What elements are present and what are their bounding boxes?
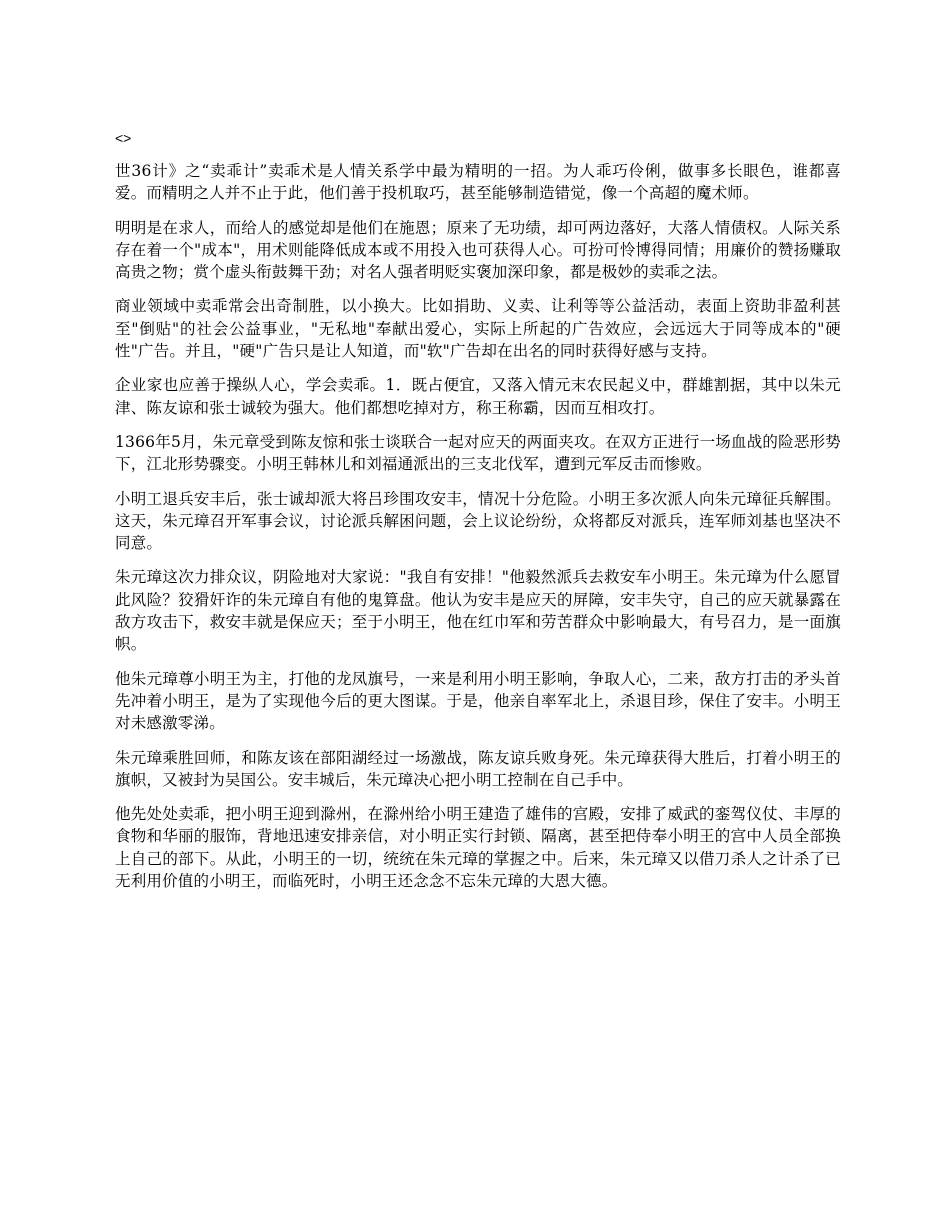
paragraph-2: 明明是在求人，而给人的感觉却是他们在施恩；原来了无功绩，却可两边落好，大落人情债权。人际关系存在着一个"成本"，用术则能降低成本或不用投入也可获得人心。可扮可怜博得同情；用廉价的赞扬赚取高贵之物；赏个虚头衔鼓舞干劲；对名人强者明贬实褒加深印象，都是极妙的卖乖之法。: [115, 218, 841, 282]
paragraph-8: 他朱元璋尊小明王为主，打他的龙凤旗号，一来是利用小明王影响，争取人心，二来，敌方打击的矛头首先冲着小明王，是为了实现他今后的更大图谋。于是，他亲自率军北上，杀退目珍，保住了安丰。小明王对未感激零涕。: [115, 669, 841, 733]
paragraph-5: 1366年5月，朱元章受到陈友惊和张士谈联合一起对应天的两面夹攻。在双方正进行一场血战的险恶形势下，江北形势骤变。小明王韩林儿和刘福通派出的三支北伐军，遭到元军反击而惨败。: [115, 432, 841, 474]
paragraph-4: 企业家也应善于操纵人心，学会卖乖。1．既占便宜，又落入情元末农民起义中，群雄割据，其中以朱元津、陈友谅和张士诚较为强大。他们都想吃掉对方，称王称霸，因而互相攻打。: [115, 376, 841, 417]
paragraph-6: 小明工退兵安丰后，张士诚却派大将吕珍围攻安丰，情况十分危险。小明王多次派人向朱元璋征兵解围。这天，朱元璋召开军事会议，讨论派兵解困问题，会上议论纷纷，众将都反对派兵，连军师刘基也坚决不同意。: [115, 489, 841, 553]
paragraph-3: 商业领域中卖乖常会出奇制胜，以小换大。比如捐助、义卖、让利等等公益活动，表面上资助非盈利甚至"倒贴"的社会公益事业，"无私地"奉献出爱心，实际上所起的广告效应，会远远大于同等成本的"硬性"广告。并且，"硬"广告只是让人知道，而"软"广告却在出名的同时获得好感与支持。: [115, 297, 841, 361]
paragraph-7: 朱元璋这次力排众议，阴险地对大家说："我自有安排！"他毅然派兵去救安车小明王。朱元璋为什么愿冒此风险？狡猾奸诈的朱元璋自有他的鬼算盘。他认为安丰是应天的屏障，安丰失守，自己的应天就暴露在敌方攻击下，救安丰就是保应天；至于小明王，他在红巾军和劳苦群众中影响最大，有号召力，是一面旗帜。: [115, 568, 841, 654]
document-page: [115, 128, 841, 904]
paragraph-9: 朱元璋乘胜回师，和陈友该在部阳湖经过一场激战，陈友谅兵败身死。朱元璋获得大胜后，打着小明王的旗帜，又被封为吴国公。安丰城后，朱元璋决心把小明工控制在自己手中。: [115, 748, 841, 789]
paragraph-1: 世36计》之“卖乖计”卖乖术是人情关系学中最为精明的一招。为人乖巧伶俐，做事多长眼色，谁都喜爱。而精明之人并不止于此，他们善于投机取巧，甚至能够制造错觉，像一个高超的魔术师。: [115, 162, 841, 203]
paragraph-10: 他先处处卖乖，把小明王迎到滁州，在滁州给小明王建造了雄伟的宫殿，安排了威武的銮驾仪仗、丰厚的食物和华丽的服饰，背地迅速安排亲信，对小明正实行封锁、隔离，甚至把侍奉小明王的宫中人员全部换上自己的部下。从此，小明王的一切，统统在朱元璋的掌握之中。后来，朱元璋又以借刀杀人之计杀了已无利用价值的小明王，而临死时，小明王还念念不忘朱元璋的大恩大德。: [115, 805, 841, 891]
section-marker: <>: [115, 130, 132, 146]
